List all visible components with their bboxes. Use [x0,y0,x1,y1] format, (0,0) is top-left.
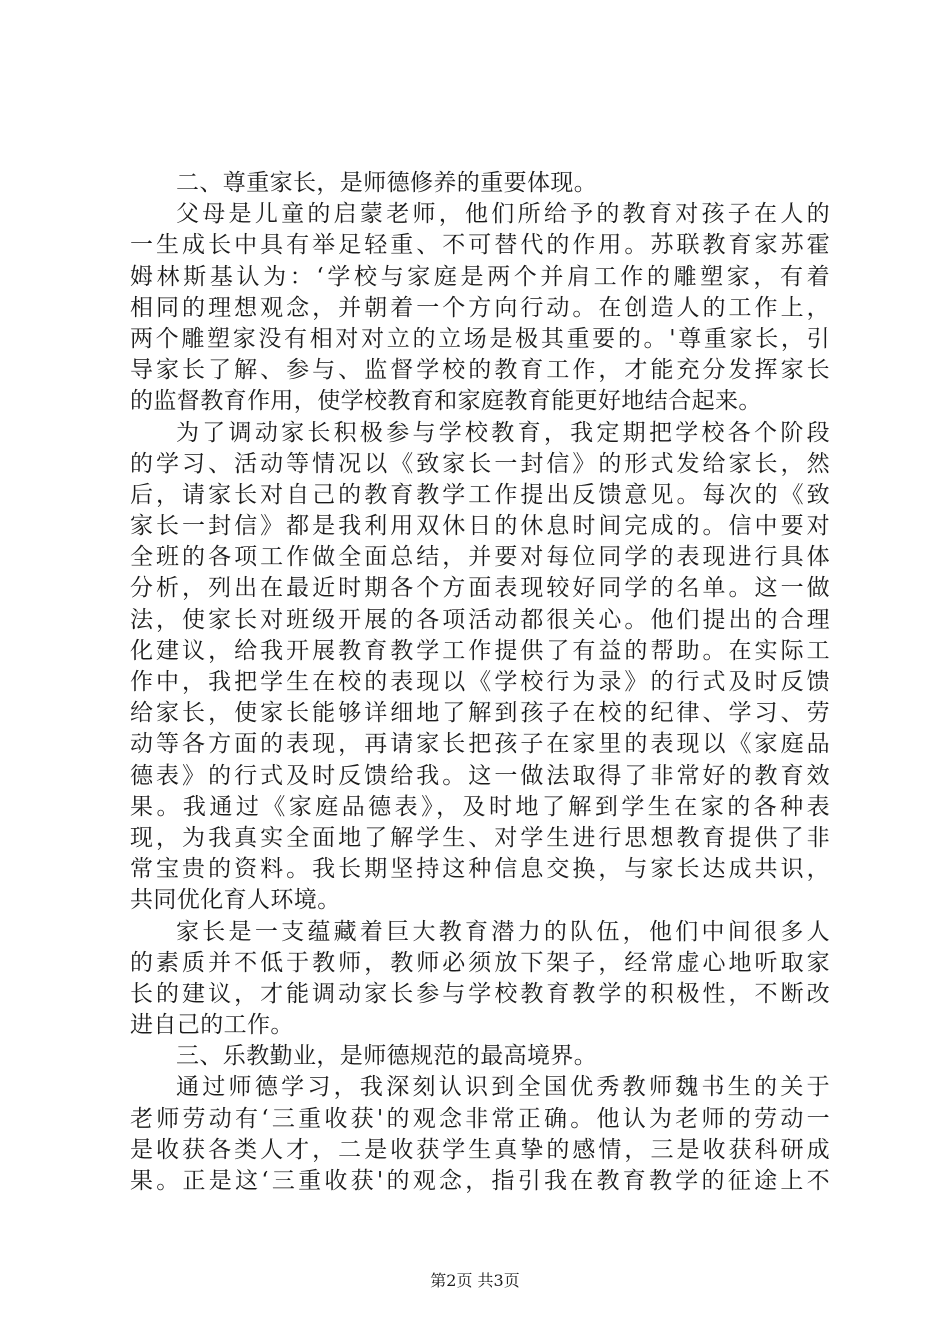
text-line: 是收获各类人才，二是收获学生真挚的感情，三是收获科研成 [130,1136,830,1163]
text-line: 一生成长中具有举足轻重、不可替代的作用。苏联教育家苏霍 [130,232,830,259]
text-line: 作中，我把学生在校的表现以《学校行为录》的行式及时反馈 [130,669,830,695]
text-line: 德表》的行式及时反馈给我。这一做法取得了非常好的教育效 [130,762,830,789]
text-line: 给家长，使家长能够详细地了解到孩子在校的纪律、学习、劳 [130,700,830,727]
text-line: 为了调动家长积极参与学校教育，我定期把学校各个阶段 [176,419,830,446]
text-line: 法，使家长对班级开展的各项活动都很关心。他们提出的合理 [130,606,830,633]
text-line: 二、尊重家长，是师德修养的重要体现。 [176,170,598,196]
text-line: 三、乐教勤业，是师德规范的最高境界。 [176,1043,598,1070]
text-line: 家长是一支蕴藏着巨大教育潜力的队伍，他们中间很多人 [176,918,830,945]
text-line: 的素质并不低于教师，教师必须放下架子，经常虚心地听取家 [130,949,830,976]
page-footer [0,1268,950,1291]
text-line: 共同优化育人环境。 [130,887,341,914]
text-line: 果。我通过《家庭品德表》，及时地了解到学生在家的各种表 [130,793,830,820]
text-line: 后，请家长对自己的教育教学工作提出反馈意见。每次的《致 [130,481,830,508]
text-line: 的监督教育作用，使学校教育和家庭教育能更好地结合起来。 [130,388,762,415]
document-body [130,168,830,1197]
text-line: 动等各方面的表现，再请家长把孩子在家里的表现以《家庭品 [130,731,830,758]
text-line: 全班的各项工作做全面总结，并要对每位同学的表现进行具体 [130,544,830,571]
text-line: 通过师德学习，我深刻认识到全国优秀教师魏书生的关于 [176,1074,830,1101]
text-line: 分析，列出在最近时期各个方面表现较好同学的名单。这一做 [130,575,830,602]
text-line: 果。正是这‘三重收获'的观念，指引我在教育教学的征途上不 [130,1168,830,1194]
text-line: 常宝贵的资料。我长期坚持这种信息交换，与家长达成共识， [130,856,830,883]
text-line: 进自己的工作。 [130,1012,294,1039]
text-line: 老师劳动有‘三重收获'的观念非常正确。他认为老师的劳动一 [130,1105,830,1132]
text-line: 父母是儿童的启蒙老师，他们所给予的教育对孩子在人的 [176,201,830,228]
text-line: 两个雕塑家没有相对对立的立场是极其重要的。'尊重家长，引 [130,325,830,352]
text-line: 导家长了解、参与、监督学校的教育工作，才能充分发挥家长 [130,357,830,384]
text-line: 现，为我真实全面地了解学生、对学生进行思想教育提供了非 [130,824,830,851]
text-line: 的学习、活动等情况以《致家长一封信》的形式发给家长，然 [130,450,830,477]
text-line: 相同的理想观念，并朝着一个方向行动。在创造人的工作上， [130,294,830,321]
text-line: 长的建议，才能调动家长参与学校教育教学的积极性，不断改 [130,980,830,1007]
text-line: 姆林斯基认为：‘学校与家庭是两个并肩工作的雕塑家，有着 [130,263,830,290]
text-line: 家长一封信》都是我利用双休日的休息时间完成的。信中要对 [130,513,830,540]
text-line: 化建议，给我开展教育教学工作提供了有益的帮助。在实际工 [130,637,830,664]
page-number-label: 第2页 共3页 [430,1271,520,1290]
